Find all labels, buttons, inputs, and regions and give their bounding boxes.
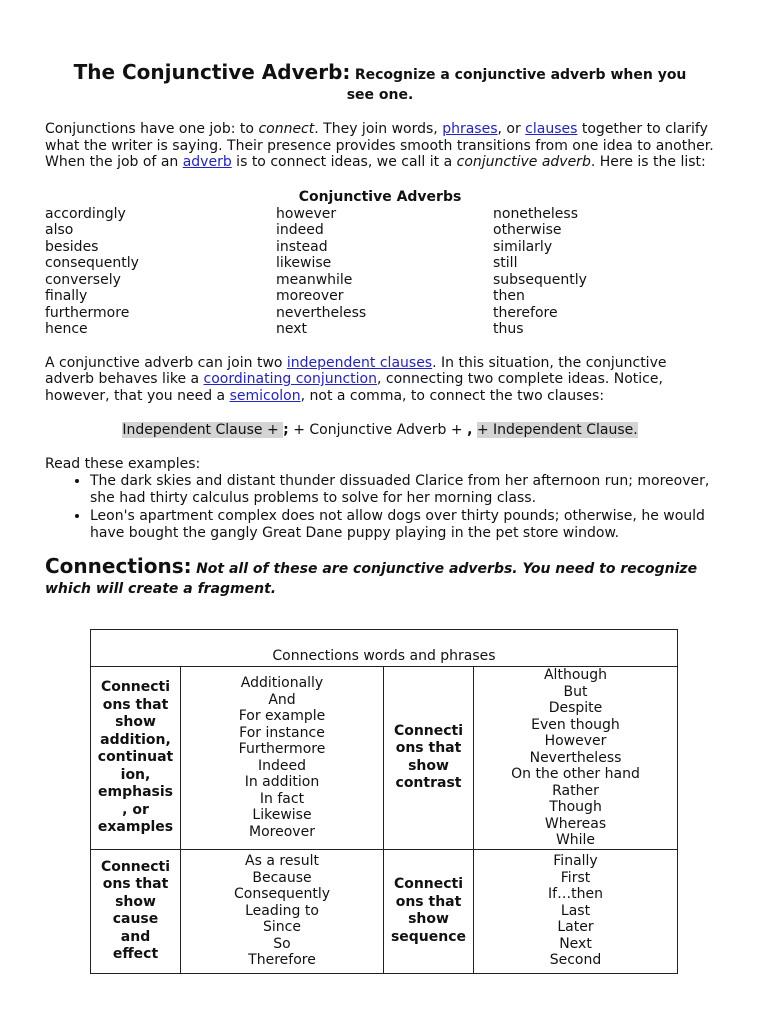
formula-comma: , (467, 422, 473, 438)
adverb-item: likewise (276, 255, 332, 271)
addition-words (181, 667, 384, 850)
label-line: effect (112, 946, 159, 962)
document-page (45, 62, 715, 598)
connection-word: Though (549, 799, 602, 815)
connection-word: Therefore (248, 952, 316, 969)
intro-text: together to clarify what the writer is saying. Their presence provides smooth transitions from one idea to another. When the job of an (45, 121, 714, 170)
label-line: , or (122, 801, 149, 818)
example-item: • Leon's apartment complex does not allow dogs over thirty pounds; otherwise, he would have bought the gangly Great Dane puppy playing in the pet store window. (90, 508, 715, 543)
intro-text: Conjunctions have one job: to (45, 121, 259, 137)
label-line: Connecti (393, 876, 464, 892)
title-main: The Conjunctive Adverb: (73, 60, 351, 84)
formula-clause-2: + Independent Clause. (476, 422, 638, 438)
intro-text: , or (497, 121, 526, 137)
adverb-item: nonetheless (493, 205, 578, 222)
intro-emphasis: connect (258, 121, 315, 137)
label-line: Connecti (100, 679, 171, 695)
sequence-words (474, 849, 678, 973)
label-line: sequence (390, 928, 467, 945)
adverb-item: however (276, 205, 337, 222)
para-text: , not a comma, to connect the two clauses: (300, 387, 605, 404)
connection-word: And (268, 691, 296, 708)
adverb-list (45, 206, 715, 338)
connection-word: First (560, 869, 591, 886)
label-line: ons that (102, 696, 169, 713)
adverb-item: then (493, 288, 525, 304)
adverb-item: furthermore (45, 304, 130, 321)
connections-title: Connections: (45, 553, 192, 578)
para-text: A conjunctive adverb can join two (45, 354, 287, 371)
adverb-item: accordingly (45, 205, 126, 222)
adverb-column-3 (493, 206, 693, 338)
label-line: ons that (395, 893, 462, 910)
formula-semicolon: ; (283, 422, 289, 438)
connection-word: In addition (244, 774, 320, 791)
formula-clause-1: Independent Clause + (122, 422, 284, 438)
connection-word: For instance (239, 724, 325, 741)
label-line: Connecti (100, 858, 171, 875)
connections-table (90, 629, 678, 974)
adverb-item: consequently (45, 255, 139, 271)
adverb-item: otherwise (493, 222, 562, 238)
connections-heading (45, 555, 715, 598)
intro-paragraph (45, 121, 715, 171)
connections-sub-line2: which will create a fragment. (45, 580, 277, 597)
connection-word: Leading to (245, 902, 319, 919)
clauses-link[interactable]: clauses (525, 121, 578, 137)
connection-word: Because (252, 869, 312, 886)
title-sub-line1: Recognize a conjunctive adverb when you (354, 67, 687, 83)
adverb-item: therefore (493, 304, 558, 321)
label-line: show (408, 757, 449, 774)
example-item: • The dark skies and distant thunder dissuaded Clarice from her afternoon run; moreover, she had thirty calculus problems to solve for her morning class. (90, 473, 715, 508)
connection-word: Furthermore (238, 741, 326, 758)
contrast-words (474, 667, 678, 850)
addition-label (91, 667, 181, 850)
adverb-link[interactable]: adverb (182, 154, 232, 170)
label-line: ons that (102, 876, 169, 892)
connection-word: Later (557, 919, 594, 936)
label-line: examples (97, 819, 174, 835)
connections-sub-line1: Not all of these are conjunctive adverbs. You need to recognize (196, 560, 698, 577)
connection-word: Although (543, 667, 608, 683)
para-text: . In this situation, the conjunctive adverb behaves like a (45, 354, 667, 387)
connection-word: Despite (548, 700, 603, 716)
adverb-item: instead (276, 238, 328, 255)
connection-word: Moreover (249, 823, 315, 840)
connection-word: If…then (548, 886, 603, 903)
adverb-column-2 (276, 206, 493, 338)
adverb-item: conversely (45, 271, 121, 288)
document-title (45, 62, 715, 105)
adverb-item: still (493, 255, 518, 271)
connection-word: Whereas (544, 815, 607, 832)
connection-word: Second (549, 952, 602, 969)
label-line: show (115, 893, 156, 910)
contrast-label (384, 667, 474, 850)
cause-effect-words (181, 849, 384, 973)
adverb-item: thus (493, 321, 524, 337)
label-line: cause (112, 911, 159, 927)
formula-middle: + Conjunctive Adverb + (288, 422, 468, 438)
label-line: emphasis (98, 784, 173, 800)
adverb-column-1 (45, 206, 276, 338)
intro-text: . They join words, (314, 121, 443, 137)
sequence-label (384, 849, 474, 973)
connection-word: Nevertheless (529, 749, 622, 766)
adverb-item: next (276, 321, 308, 337)
label-line: ion, (120, 766, 151, 783)
connection-word: While (555, 832, 596, 848)
label-line: Connecti (393, 722, 464, 739)
connection-word: On the other hand (511, 766, 640, 782)
connection-word: Finally (553, 853, 598, 870)
coordinating-conjunction-link[interactable]: coordinating conjunction (203, 371, 377, 387)
connection-word: So (273, 935, 291, 952)
connection-word: Rather (552, 782, 599, 799)
adverb-item: subsequently (493, 271, 587, 288)
intro-text: . Here is the list: (590, 154, 706, 170)
connection-word: Since (263, 919, 301, 936)
connection-word: Next (559, 935, 592, 952)
title-sub-line2: see one. (346, 87, 414, 103)
adverb-item: besides (45, 238, 99, 255)
label-line: continuat (97, 749, 174, 765)
connection-word: As a result (245, 853, 319, 870)
adverb-item: also (45, 222, 74, 238)
semicolon-link[interactable]: semicolon (229, 387, 301, 404)
independent-clauses-link[interactable]: independent clauses (286, 354, 433, 371)
connection-word: Additionally (240, 675, 324, 692)
label-line: addition, (100, 731, 171, 748)
label-line: show (115, 714, 156, 730)
adverb-item: meanwhile (276, 271, 353, 288)
connection-word: Last (560, 902, 591, 919)
connection-word: For example (238, 708, 326, 725)
examples-intro: Read these examples: (45, 456, 201, 472)
adverb-item: similarly (493, 238, 553, 255)
adverb-item: hence (45, 321, 88, 337)
para-text: , connecting two complete ideas. Notice, however, that you need a (45, 371, 663, 404)
intro-emphasis: conjunctive adverb (456, 154, 591, 170)
intro-text: is to connect ideas, we call it a (231, 154, 457, 170)
table-header: Connections words and phrases (91, 630, 678, 667)
connection-word: Consequently (233, 886, 331, 903)
adverb-item: indeed (276, 222, 324, 238)
connection-word: However (544, 733, 607, 749)
semicolon-paragraph (45, 355, 715, 405)
label-line: contrast (395, 775, 462, 792)
connection-word: Indeed (257, 757, 306, 774)
label-line: ons that (395, 740, 462, 757)
adverb-item: finally (45, 288, 88, 304)
examples-list (45, 473, 715, 543)
connection-word: But (563, 683, 588, 700)
connection-word: Likewise (252, 807, 312, 824)
connection-word: Even though (531, 716, 620, 733)
adverb-list-heading: Conjunctive Adverbs (298, 188, 462, 205)
formula (45, 421, 715, 439)
adverb-item: moreover (276, 288, 344, 304)
label-line: and (120, 928, 151, 945)
cause-effect-label (91, 849, 181, 973)
phrases-link[interactable]: phrases (442, 121, 498, 137)
adverb-item: nevertheless (276, 304, 367, 321)
connection-word: In fact (259, 790, 305, 807)
label-line: show (408, 911, 449, 927)
